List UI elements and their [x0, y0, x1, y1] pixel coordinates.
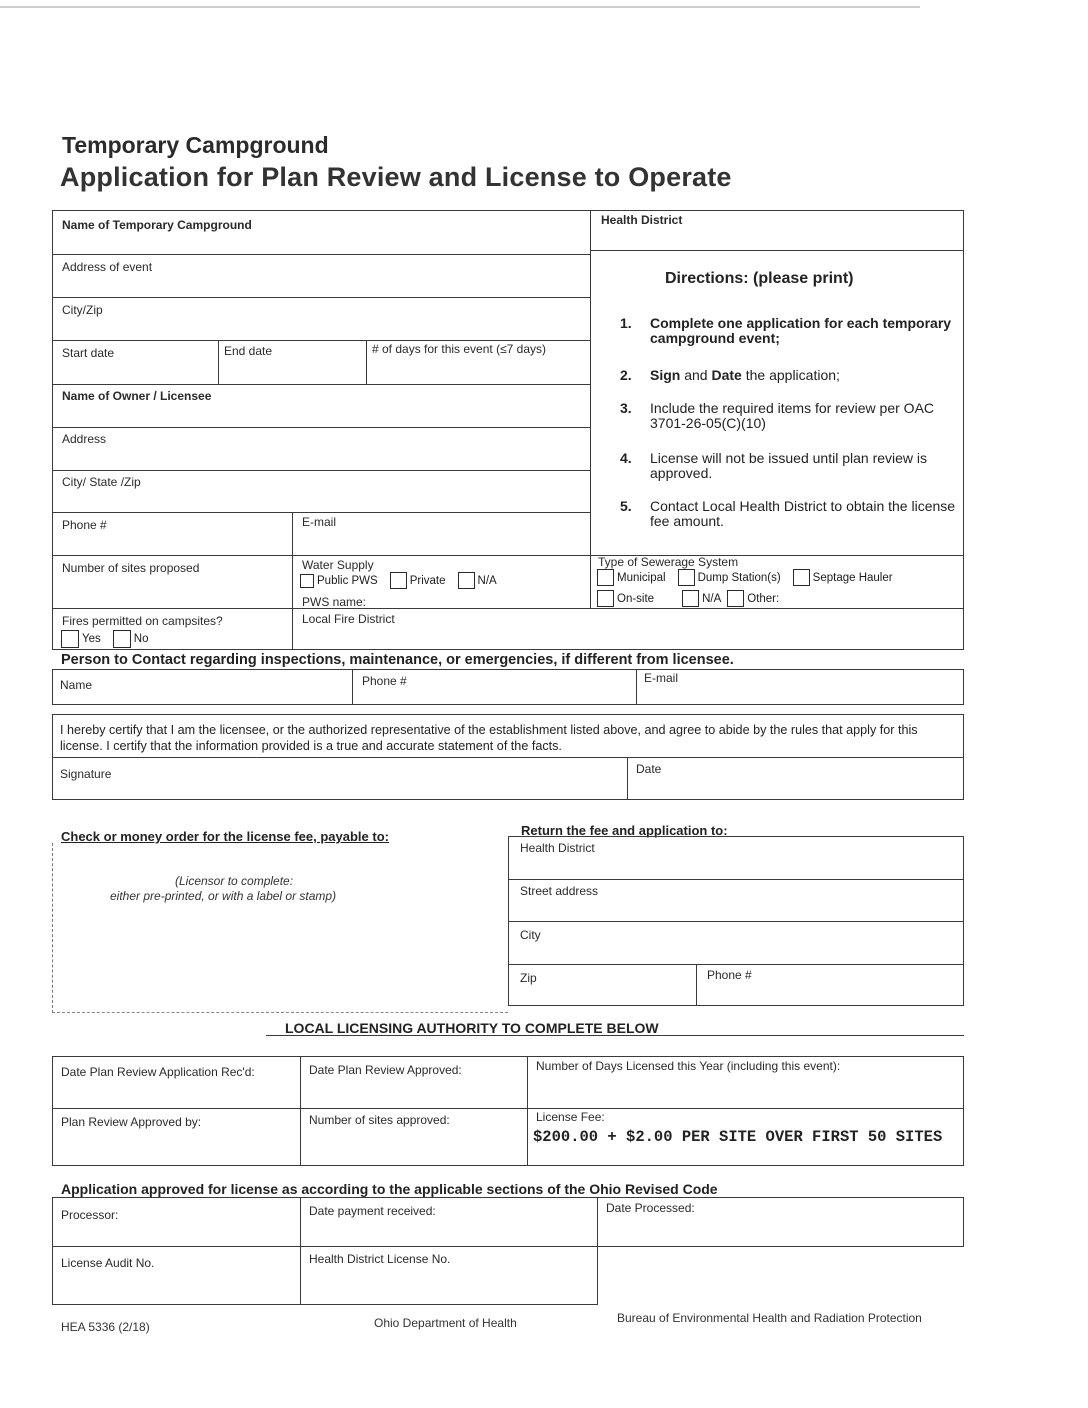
- water-option-private[interactable]: Private: [390, 572, 446, 589]
- label-processor: Processor:: [61, 1208, 119, 1222]
- sewer-option-municipal[interactable]: Municipal: [597, 569, 666, 586]
- label-email: E-mail: [302, 515, 337, 529]
- label-city-zip: City/Zip: [62, 303, 103, 317]
- contact-heading: Person to Contact regarding inspections, maintenance, or emergencies, if different from licensee.: [61, 652, 734, 668]
- label-pws-name: PWS name:: [302, 595, 367, 609]
- field-sites-proposed[interactable]: [56, 578, 288, 606]
- field-contact-name[interactable]: [100, 672, 348, 702]
- label-health-district: Health District: [601, 213, 683, 227]
- field-zip[interactable]: [512, 986, 692, 1004]
- label-start-date: Start date: [62, 346, 115, 360]
- field-end-date[interactable]: [222, 363, 362, 382]
- label-local-fire-district: Local Fire District: [302, 612, 395, 626]
- field-contact-email[interactable]: [700, 672, 960, 702]
- field-sites-approved[interactable]: [304, 1132, 523, 1162]
- label-phone: Phone #: [62, 518, 107, 532]
- field-return-phone[interactable]: [700, 986, 960, 1004]
- checkbox-sewer-na[interactable]: [682, 590, 699, 607]
- field-local-fire-district[interactable]: [296, 628, 960, 648]
- label-date-payment: Date payment received:: [309, 1204, 436, 1218]
- label-city: City: [520, 928, 541, 942]
- field-owner-name[interactable]: [56, 406, 586, 425]
- label-return-phone: Phone #: [707, 968, 752, 982]
- local-authority-heading: LOCAL LICENSING AUTHORITY TO COMPLETE BELOW: [285, 1020, 659, 1036]
- label-hd-license-no: Health District License No.: [309, 1252, 451, 1266]
- scan-edge: [0, 6, 920, 8]
- label-city-state-zip: City/ State /Zip: [62, 475, 141, 489]
- field-city[interactable]: [512, 944, 960, 962]
- licensor-note-1: (Licensor to complete:: [175, 874, 294, 888]
- label-contact-email: E-mail: [644, 671, 679, 685]
- field-address[interactable]: [56, 449, 586, 468]
- label-zip: Zip: [520, 971, 537, 985]
- footer-bureau: Bureau of Environmental Health and Radiation Protection: [617, 1311, 922, 1325]
- direction-item-2: 2. Sign and Date the application;: [620, 367, 840, 383]
- label-return-health-district: Health District: [520, 841, 595, 855]
- field-address-of-event[interactable]: [56, 278, 586, 295]
- checkbox-dump-station[interactable]: [678, 569, 695, 586]
- checkbox-municipal[interactable]: [597, 569, 614, 586]
- fires-option-no[interactable]: No: [113, 630, 149, 648]
- field-date-received[interactable]: [56, 1082, 296, 1106]
- label-license-fee: License Fee:: [536, 1110, 605, 1124]
- water-option-na[interactable]: N/A: [458, 572, 497, 589]
- footer-dept: Ohio Department of Health: [374, 1316, 517, 1330]
- label-street-address: Street address: [520, 884, 599, 898]
- title-line2: Application for Plan Review and License to Operate: [60, 162, 732, 192]
- field-num-days[interactable]: [370, 363, 586, 382]
- checkbox-septage-hauler[interactable]: [793, 569, 810, 586]
- field-hd-license-no[interactable]: [304, 1270, 593, 1301]
- direction-item-1: 1. Complete one application for each temporary campground event;: [620, 315, 952, 346]
- label-num-days: # of days for this event (≤7 days): [372, 342, 546, 356]
- direction-item-5: 5. Contact Local Health District to obtain the license fee amount.: [620, 498, 956, 529]
- field-campground-name[interactable]: [56, 236, 586, 252]
- checkbox-fires-no[interactable]: [113, 630, 131, 648]
- label-sewerage: Type of Sewerage System: [598, 555, 739, 569]
- label-address-of-event: Address of event: [62, 260, 153, 274]
- sewer-option-dump[interactable]: Dump Station(s): [678, 569, 781, 586]
- checkbox-public-pws[interactable]: [300, 574, 314, 588]
- label-date-processed: Date Processed:: [606, 1201, 695, 1215]
- footer-form-id: HEA 5336 (2/18): [61, 1320, 150, 1334]
- label-audit-no: License Audit No.: [61, 1256, 155, 1270]
- licensor-note-2: either pre-printed, or with a label or stamp): [110, 889, 337, 903]
- label-contact-phone: Phone #: [362, 674, 407, 688]
- field-date-payment[interactable]: [304, 1222, 593, 1244]
- field-date-approved[interactable]: [304, 1082, 523, 1106]
- field-date[interactable]: [632, 778, 960, 798]
- label-sites-approved: Number of sites approved:: [309, 1113, 450, 1127]
- sewer-option-onsite[interactable]: On-site: [597, 590, 654, 607]
- label-date-approved: Date Plan Review Approved:: [309, 1063, 462, 1077]
- fires-options: [61, 630, 160, 648]
- water-option-public[interactable]: Public PWS: [300, 572, 378, 589]
- approval-heading: Application approved for license as according to the applicable sections of the Ohio Revised Code: [61, 1181, 718, 1197]
- label-signature: Signature: [60, 767, 112, 781]
- label-date: Date: [636, 762, 662, 776]
- label-days-licensed: Number of Days Licensed this Year (including this event):: [536, 1059, 841, 1073]
- sewerage-options-row1: [597, 569, 905, 586]
- field-street-address[interactable]: [512, 900, 960, 919]
- label-address: Address: [62, 432, 107, 446]
- field-date-processed[interactable]: [601, 1218, 960, 1244]
- water-supply-options: [300, 572, 509, 589]
- label-owner-name: Name of Owner / Licensee: [62, 389, 212, 403]
- label-sites-proposed: Number of sites proposed: [62, 561, 200, 575]
- field-processor[interactable]: [56, 1224, 296, 1244]
- field-phone[interactable]: [56, 534, 288, 553]
- license-fee-value: $200.00 + $2.00 PER SITE OVER FIRST 50 SITES: [533, 1128, 943, 1146]
- fires-option-yes[interactable]: Yes: [61, 630, 101, 648]
- label-campground-name: Name of Temporary Campground: [62, 218, 252, 232]
- field-signature[interactable]: [56, 784, 622, 798]
- label-water-supply: Water Supply: [302, 558, 374, 572]
- directions-title: Directions: (please print): [665, 270, 854, 287]
- field-city-state-zip[interactable]: [56, 492, 586, 510]
- direction-item-4: 4. License will not be issued until plan review is approved.: [620, 450, 928, 481]
- licensor-stamp-area: [52, 843, 508, 1013]
- checkbox-fires-yes[interactable]: [61, 630, 79, 648]
- field-days-licensed[interactable]: [531, 1078, 960, 1106]
- label-date-received: Date Plan Review Application Rec'd:: [61, 1065, 255, 1079]
- field-return-health-district[interactable]: [512, 858, 960, 877]
- field-health-district[interactable]: [594, 230, 960, 248]
- field-contact-phone[interactable]: [420, 672, 632, 702]
- field-audit-no[interactable]: [56, 1273, 296, 1301]
- divider-main: [590, 210, 591, 555]
- field-city-zip[interactable]: [56, 320, 586, 338]
- sewer-option-na[interactable]: N/A: [682, 590, 721, 607]
- label-contact-name: Name: [60, 678, 93, 692]
- sewerage-options-row2: [597, 590, 791, 607]
- label-approved-by: Plan Review Approved by:: [61, 1115, 202, 1129]
- direction-item-3: 3. Include the required items for review per OAC 3701-26-05(C)(10): [620, 400, 935, 431]
- checkbox-private[interactable]: [390, 572, 407, 589]
- label-fires: Fires permitted on campsites?: [62, 614, 223, 628]
- checkbox-onsite[interactable]: [597, 590, 614, 607]
- field-start-date[interactable]: [56, 363, 214, 382]
- checkbox-other[interactable]: [727, 590, 744, 607]
- field-email[interactable]: [296, 534, 586, 553]
- sewer-option-septage[interactable]: Septage Hauler: [793, 569, 893, 586]
- title-line1: Temporary Campground: [62, 132, 329, 158]
- check-heading: Check or money order for the license fee, payable to:: [61, 829, 389, 844]
- sewer-option-other[interactable]: Other:: [727, 590, 779, 607]
- field-approved-by[interactable]: [56, 1132, 296, 1162]
- checkbox-water-na[interactable]: [458, 572, 475, 589]
- label-end-date: End date: [224, 344, 273, 358]
- return-heading: Return the fee and application to:: [521, 823, 728, 838]
- certify-text: I hereby certify that I am the licensee, or the authorized representative of the establishment listed above, and agree to abide by the rules that apply for this license. I certify that the information provided is a true and accurate statement of the facts.: [60, 723, 918, 753]
